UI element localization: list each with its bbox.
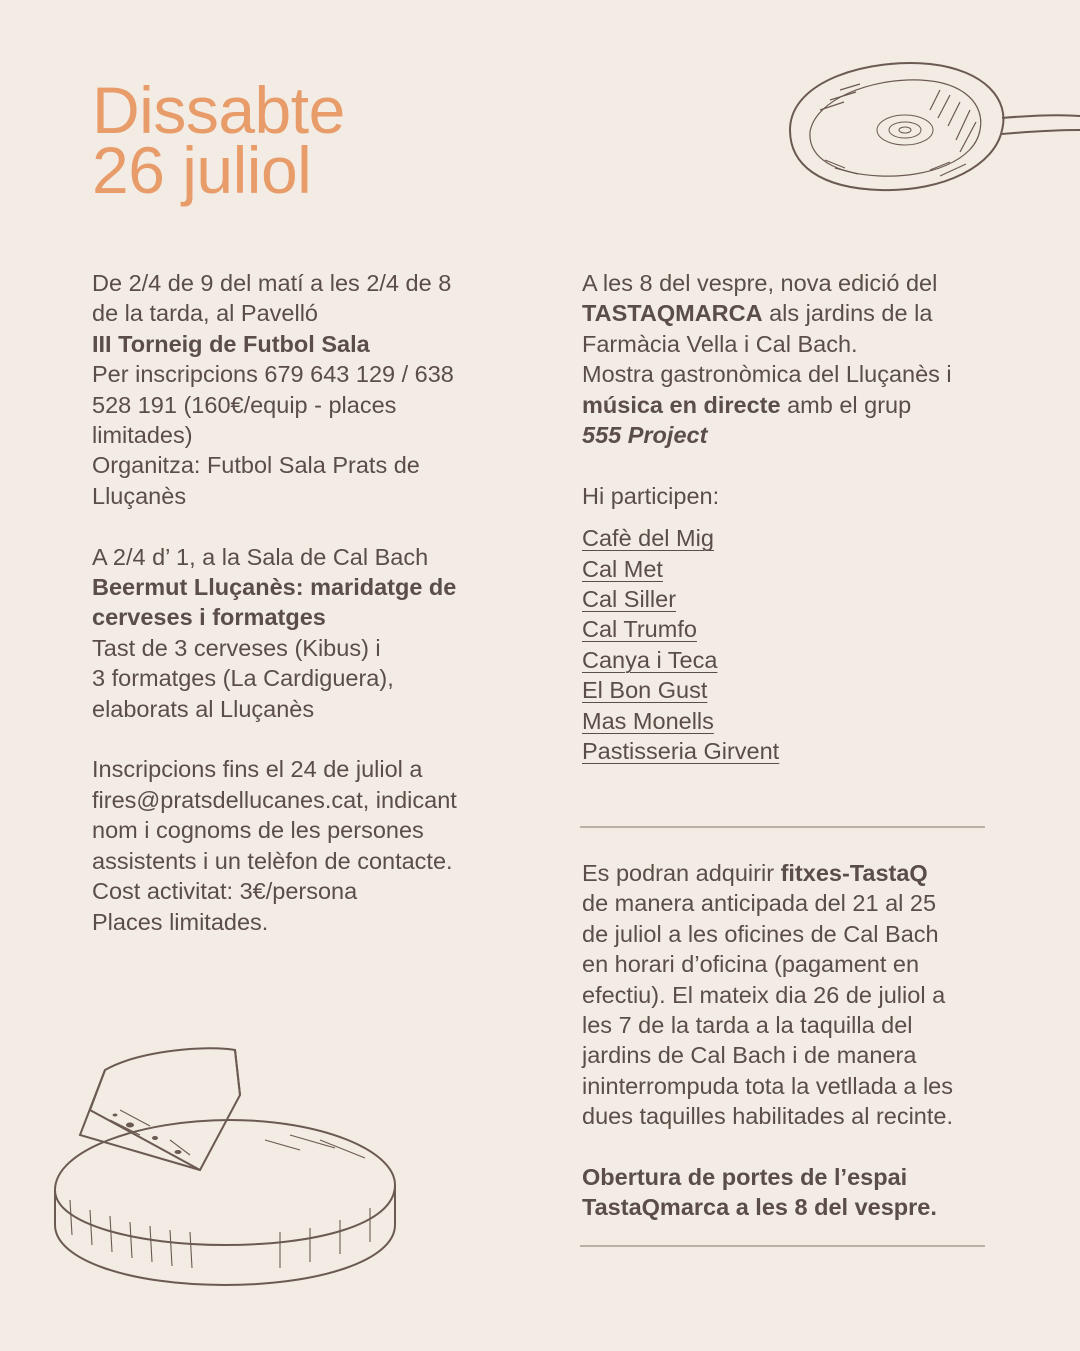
text-line: de juliol a les oficines de Cal Bach: [582, 920, 939, 947]
registration-block: [92, 754, 492, 936]
doors-open-text: Obertura de portes de l’espai: [582, 1164, 908, 1191]
divider-top: [580, 826, 985, 828]
text-line: A 2/4 d’ 1, a la Sala de Cal Bach: [92, 543, 429, 570]
event-title: III Torneig de Futbol Sala: [92, 330, 370, 357]
participant-link[interactable]: Canya i Teca: [582, 646, 718, 673]
right-column: [582, 268, 992, 797]
event-title: cerveses i formatges: [92, 604, 326, 631]
text-line: Farmàcia Vella i Cal Bach.: [582, 330, 858, 357]
text-line: Lluçanès: [92, 482, 187, 509]
text-line: dues taquilles habilitades al recinte.: [582, 1103, 954, 1130]
text-line: Inscripcions fins el 24 de juliol a: [92, 756, 423, 783]
text-line: efectiu). El mateix dia 26 de juliol a: [582, 981, 946, 1008]
text-line: elaborats al Lluçanès: [92, 695, 315, 722]
spoon-illustration: [780, 50, 1080, 200]
text-line: 3 formatges (La Cardiguera),: [92, 665, 394, 692]
text-line: ininterrompuda tota la vetllada a les: [582, 1072, 953, 1099]
event-title: TASTAQMARCA: [582, 300, 763, 327]
participant-link[interactable]: El Bon Gust: [582, 677, 708, 704]
cheese-illustration: [50, 1040, 400, 1290]
text-line: De 2/4 de 9 del matí a les 2/4 de 8: [92, 270, 452, 296]
beermut-block: [92, 542, 492, 724]
text-line: Per inscripcions 679 643 129 / 638: [92, 361, 454, 388]
email-text: fires@pratsdellucanes.cat, indicant: [92, 786, 457, 813]
text-line: de la tarda, al Pavelló: [92, 300, 319, 327]
participant-link[interactable]: Cal Trumfo: [582, 616, 697, 643]
text-line: als jardins de la: [762, 300, 933, 327]
text-line: de manera anticipada del 21 al 25: [582, 890, 937, 917]
participant-link[interactable]: Pastisseria Girvent: [582, 738, 780, 765]
participant-link[interactable]: Cal Met: [582, 555, 663, 582]
divider-bottom: [580, 1245, 985, 1247]
text-line: nom i cognoms de les persones: [92, 817, 424, 844]
title-date: 26 juliol: [92, 133, 312, 207]
page-title: [92, 73, 345, 207]
text-line: Mostra gastronòmica del Lluçanès i: [582, 361, 952, 388]
tickets-highlight: fitxes-TastaQ: [780, 860, 928, 886]
band-name: 555 Project: [582, 422, 708, 449]
text-line: Tast de 3 cerveses (Kibus) i: [92, 634, 381, 661]
football-tournament-block: [92, 268, 492, 511]
event-title: Beermut Lluçanès: maridatge de: [92, 574, 457, 601]
text-line: Cost activitat: 3€/persona: [92, 878, 358, 905]
text-line: en horari d’oficina (pagament en: [582, 951, 920, 978]
tickets-block: [582, 858, 992, 1132]
participant-link[interactable]: Cafè del Mig: [582, 525, 714, 552]
text-line: les 7 de la tarda a la taquilla del: [582, 1012, 913, 1039]
title-day: Dissabte: [92, 73, 345, 147]
text-line: limitades): [92, 422, 193, 449]
text-line: Places limitades.: [92, 908, 269, 935]
text-line: A les 8 del vespre, nova edició del: [582, 270, 938, 296]
text-line: jardins de Cal Bach i de manera: [582, 1042, 917, 1069]
text-line: amb el grup: [780, 391, 912, 418]
text-line: Es podran adquirir: [582, 860, 781, 886]
text-line: Organitza: Futbol Sala Prats de: [92, 452, 420, 479]
doors-open-block: [582, 1162, 992, 1223]
left-column: [92, 268, 492, 967]
tickets-section: [582, 858, 992, 1253]
music-highlight: música en directe: [582, 391, 781, 418]
participant-link[interactable]: Cal Siller: [582, 586, 677, 613]
text-line: 528 191 (160€/equip - places: [92, 391, 397, 418]
participants-list: [582, 523, 992, 766]
tastaqmarca-block: [582, 268, 992, 450]
participant-link[interactable]: Mas Monells: [582, 707, 714, 734]
doors-open-text: TastaQmarca a les 8 del vespre.: [582, 1194, 937, 1221]
text-line: assistents i un telèfon de contacte.: [92, 847, 453, 874]
participants-label: Hi participen:: [582, 482, 720, 509]
